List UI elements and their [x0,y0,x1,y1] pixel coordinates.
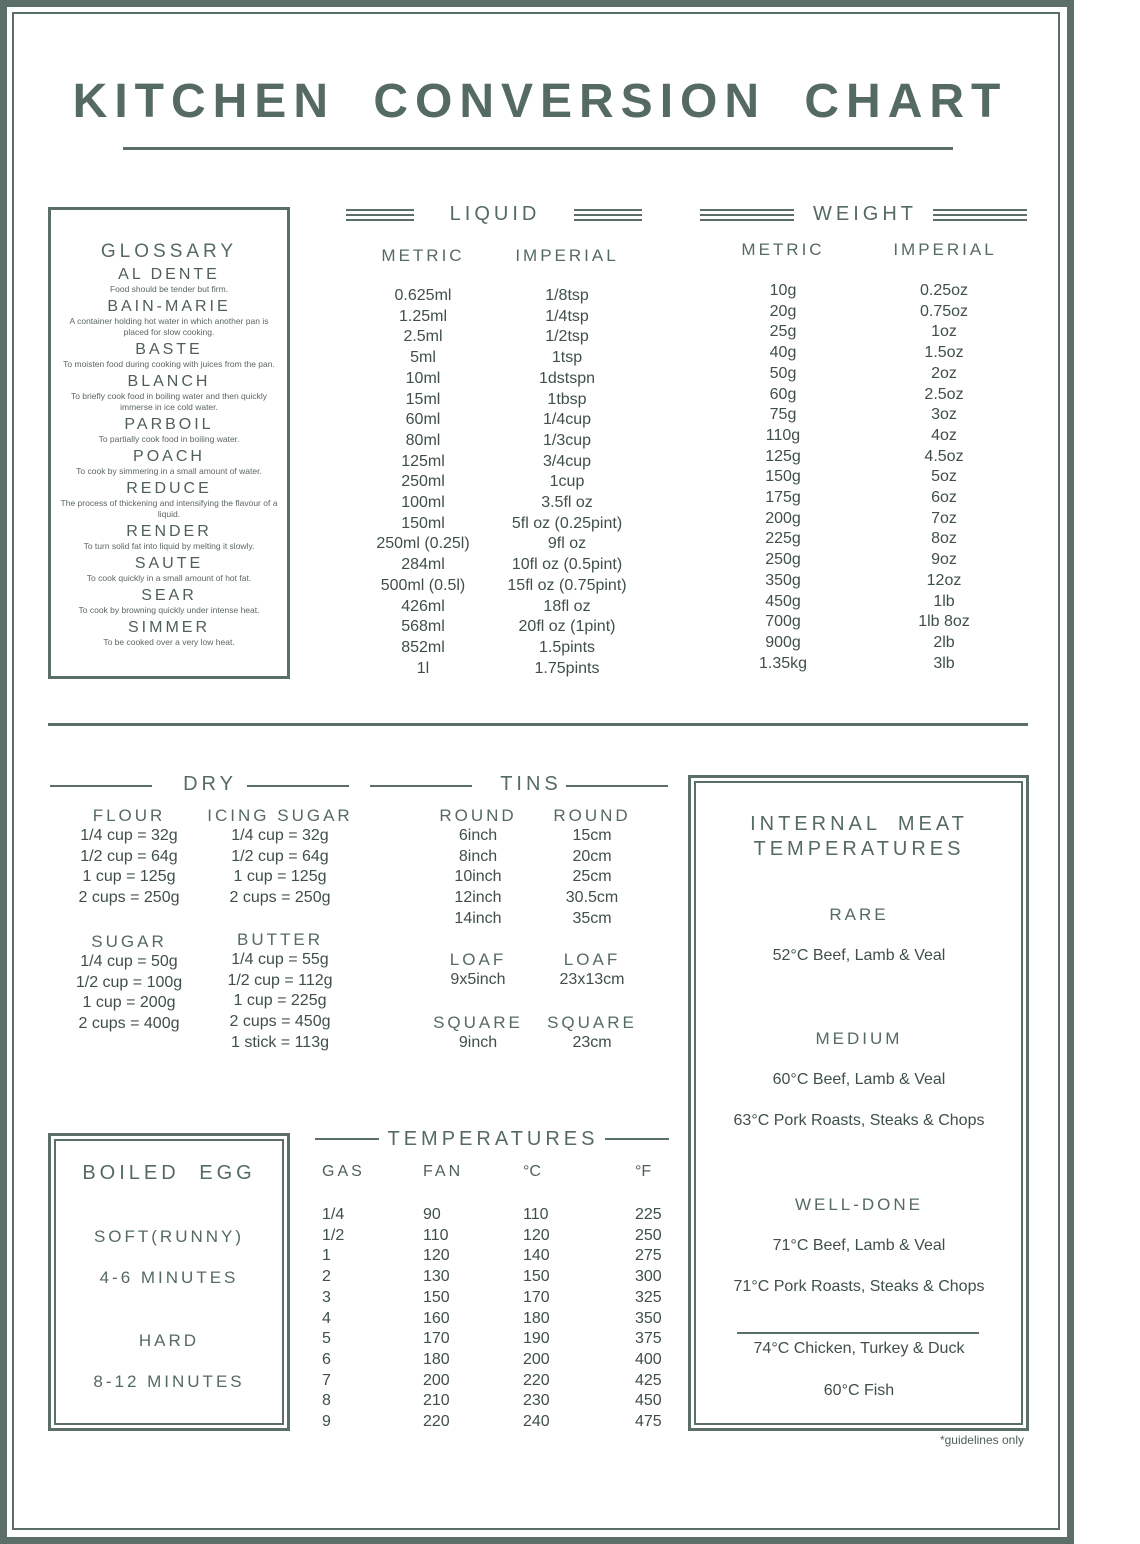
celsius-value: 170 [523,1288,550,1306]
weight-metric-value: 25g [769,323,797,341]
round-cm-row: 15cm [572,827,612,844]
sugar-label: SUGAR [91,932,167,951]
tins-square-inch [418,1013,538,1054]
hard-label: HARD [138,1331,200,1350]
loaf-label-left: LOAF [449,950,507,969]
fish-temperature: 60°C Fish [823,1382,895,1399]
liquid-imperial-value: 3/4cup [542,452,592,470]
glossary-definition: Food should be tender but firm. [109,284,229,294]
glossary-term: BAIN-MARIE [107,298,231,315]
gas-header: GAS [322,1163,365,1180]
liquid-rule-right [574,209,642,223]
fan-value: 200 [423,1371,450,1389]
welldone-pork: 71°C Pork Roasts, Steaks & Chops [733,1278,985,1295]
round-cm-row: 35cm [572,909,612,927]
liquid-imperial-value: 1cup [549,473,585,491]
rare-beef-lamb-veal: 52°C Beef, Lamb & Veal [772,947,946,964]
fahrenheit-value: 350 [635,1309,662,1327]
glossary-definition: To briefly cook food in boiling water and then quickly immerse in ice cold water. [70,391,268,412]
medium-pork: 63°C Pork Roasts, Steaks & Chops [733,1112,985,1129]
meat-heading-line-2: TEMPERATURES [753,838,965,860]
weight-imperial-value: 1lb [933,592,955,610]
dry-rule-left [50,785,152,787]
liquid-imperial-value: 1.75pints [534,659,600,677]
square-label-left: SQUARE [433,1013,523,1032]
weight-imperial-value: 1.5oz [924,344,964,362]
liquid-imperial-value: 5fl oz (0.25pint) [511,514,623,532]
butter-row: 2 cups = 450g [229,1013,331,1031]
liquid-metric-value: 1.25ml [398,307,448,325]
glossary-entry [54,341,284,370]
glossary-entry [54,373,284,413]
glossary-definition: A container holding hot water in which another pan is placed for slow cooking. [69,316,269,337]
glossary-term: BLANCH [127,373,211,390]
celsius-value: 190 [523,1330,550,1348]
dry-butter [205,930,355,1054]
soft-label: SOFT(RUNNY) [93,1227,245,1246]
liquid-imperial-value: 1.5pints [538,638,596,656]
icing-sugar-row: 2 cups = 250g [229,889,331,907]
fan-value: 210 [423,1392,450,1410]
meat-heading-line-1: INTERNAL MEAT [750,813,968,835]
gas-value: 4 [322,1309,331,1327]
fan-value: 180 [423,1350,450,1368]
fahrenheit-value: 400 [635,1350,662,1368]
butter-row: 1 stick = 113g [231,1033,329,1051]
temperatures-rule-left [315,1138,379,1140]
celsius-value: 110 [523,1206,549,1223]
tins-round-inch [418,806,538,930]
rare-label: RARE [829,905,889,924]
weight-imperial-value: 9oz [931,551,957,569]
liquid-imperial-value: 18fl oz [543,597,591,615]
fan-header: FAN [423,1163,464,1180]
round-inch-row: 8inch [458,847,498,865]
glossary-entry [54,523,284,552]
liquid-imperial-value: 1tbsp [547,390,587,408]
fahrenheit-value: 250 [635,1226,662,1244]
liquid-heading: LIQUID [449,203,541,225]
poultry-temperature: 74°C Chicken, Turkey & Duck [753,1340,965,1357]
flour-row: 1 cup = 125g [82,868,176,886]
welldone-label: WELL-DONE [794,1195,924,1214]
celsius-value: 220 [523,1371,550,1389]
medium-label: MEDIUM [815,1029,903,1048]
weight-imperial-value: 3oz [931,406,957,424]
weight-imperial-value: 1oz [931,323,957,341]
liquid-metric-value: 80ml [405,431,441,449]
glossary-term: RENDER [126,523,212,540]
liquid-metric-value: 568ml [401,618,445,636]
liquid-metric-column [353,286,493,679]
liquid-metric-value: 2.5ml [403,328,443,346]
glossary-heading: GLOSSARY [100,241,238,262]
round-label-left: ROUND [439,806,517,825]
liquid-imperial-header: IMPERIAL [515,246,619,265]
liquid-imperial-value: 1/2tsp [545,328,589,346]
gas-value: 1/2 [322,1226,345,1244]
weight-imperial-value: 2oz [931,364,957,382]
glossary-definition: The process of thickening and intensifying the flavour of a liquid. [60,498,278,519]
glossary-definition: To cook by simmering in a small amount of water. [76,466,262,476]
meat-heading [700,812,1018,862]
tins-heading: TINS [500,773,562,795]
weight-metric-value: 20g [769,302,797,320]
liquid-imperial-value: 20fl oz (1pint) [518,618,616,636]
fahrenheit-value: 475 [635,1413,662,1431]
flour-row: 1/4 cup = 32g [80,827,178,844]
sugar-rows [59,952,199,1035]
dry-flour [59,806,199,909]
weight-imperial-value: 3lb [933,654,955,672]
icing-sugar-row: 1 cup = 125g [233,868,327,886]
glossary-entry [54,555,284,584]
glossary-list [54,266,284,648]
liquid-metric-value: 284ml [401,556,445,574]
glossary-definition: To cook by browning quickly under intense heat. [78,605,260,615]
weight-metric-column [723,281,843,674]
weight-imperial-value: 5oz [931,468,957,486]
celsius-value: 200 [523,1350,550,1368]
flour-label: FLOUR [92,806,166,825]
sugar-row: 1/4 cup = 50g [80,953,178,970]
dry-icing-sugar [205,806,355,909]
gas-value: 8 [322,1392,331,1410]
weight-metric-value: 150g [765,468,801,486]
icing-sugar-rows [205,826,355,909]
weight-imperial-column [884,281,1004,674]
liquid-imperial-value: 15fl oz (0.75pint) [507,576,627,594]
liquid-metric-value: 250ml (0.25l) [376,535,470,553]
round-inch-row: 12inch [454,889,502,907]
temperatures-heading: TEMPERATURES [387,1128,599,1150]
liquid-metric-value: 426ml [401,597,445,615]
weight-imperial-value: 4oz [931,426,957,444]
icing-sugar-row: 1/2 cup = 64g [231,847,329,865]
fahrenheit-header: °F [635,1163,652,1180]
glossary-term: PARBOIL [124,416,214,433]
liquid-metric-header: METRIC [381,246,465,265]
weight-imperial-value: 0.25oz [919,282,969,299]
weight-imperial-header: IMPERIAL [893,240,997,259]
weight-rule-left [700,209,794,223]
glossary-entry [54,416,284,445]
tins-rule-left [370,785,472,787]
meat-divider [737,1332,979,1334]
weight-imperial-value: 1lb 8oz [918,613,970,631]
liquid-metric-value: 100ml [401,494,445,512]
gas-value: 3 [322,1288,331,1306]
liquid-rule-left [346,209,414,223]
fahrenheit-value: 450 [635,1392,662,1410]
glossary-term: BASTE [135,341,203,358]
glossary-entry [54,587,284,616]
gas-value: 7 [322,1371,331,1389]
fan-value: 90 [423,1206,441,1223]
liquid-metric-value: 15ml [405,390,441,408]
liquid-metric-value: 852ml [401,638,445,656]
glossary-entry [54,619,284,648]
dry-rule-right [247,785,349,787]
medium-beef-lamb-veal: 60°C Beef, Lamb & Veal [772,1071,946,1088]
gas-value: 1/4 [322,1206,345,1223]
fan-value: 130 [423,1268,450,1286]
flour-rows [59,826,199,909]
hard-time: 8-12 MINUTES [93,1372,245,1391]
butter-row: 1 cup = 225g [233,992,327,1010]
liquid-imperial-value: 1/3cup [542,431,592,449]
gas-value: 2 [322,1268,331,1286]
glossary-term: REDUCE [126,480,212,497]
celsius-value: 180 [523,1309,550,1327]
round-label-right: ROUND [553,806,631,825]
glossary-entry [54,480,284,520]
weight-metric-value: 10g [769,282,797,299]
liquid-metric-value: 150ml [401,514,445,532]
weight-imperial-value: 6oz [931,489,957,507]
glossary-term: AL DENTE [118,266,220,283]
liquid-metric-value: 10ml [405,369,441,387]
weight-metric-header: METRIC [741,240,825,259]
celsius-value: 120 [523,1226,550,1244]
liquid-imperial-value: 9fl oz [547,535,587,553]
gas-value: 6 [322,1350,331,1368]
weight-metric-value: 60g [769,385,797,403]
glossary-entry [54,448,284,477]
tins-square-cm [532,1013,652,1054]
weight-metric-value: 450g [765,592,801,610]
weight-metric-value: 110g [765,426,801,444]
weight-rule-right [933,209,1027,223]
liquid-metric-value: 1l [416,659,430,677]
weight-metric-value: 350g [765,571,801,589]
weight-imperial-value: 2.5oz [924,385,964,403]
glossary-term: SAUTE [134,555,204,572]
weight-metric-value: 225g [765,530,801,548]
glossary-definition: To turn solid fat into liquid by melting it slowly. [83,541,255,551]
loaf-cm-value: 23x13cm [559,971,625,988]
celsius-value: 240 [523,1413,550,1431]
boiled-egg-heading: BOILED EGG [82,1162,256,1184]
liquid-metric-value: 0.625ml [394,287,452,304]
liquid-metric-value: 250ml [401,473,445,491]
dry-sugar [59,932,199,1035]
fan-value: 220 [423,1413,450,1431]
round-inch-row: 10inch [454,868,502,886]
weight-metric-value: 700g [765,613,801,631]
glossary-box [48,207,290,679]
weight-imperial-value: 2lb [933,633,955,651]
dry-heading: DRY [183,773,237,795]
butter-label: BUTTER [237,930,323,949]
gas-value: 1 [322,1247,331,1265]
celsius-column [523,1205,583,1433]
weight-imperial-value: 7oz [931,509,957,527]
liquid-imperial-column [497,286,637,679]
round-inch-rows [418,826,538,930]
liquid-imperial-value: 1dstspn [538,369,596,387]
weight-metric-value: 50g [769,364,797,382]
soft-time: 4-6 MINUTES [99,1268,239,1287]
round-inch-row: 14inch [454,909,502,927]
celsius-header: °C [523,1163,541,1180]
weight-imperial-value: 8oz [931,530,957,548]
glossary-definition: To be cooked over a very low heat. [103,637,235,647]
weight-metric-value: 1.35kg [758,654,808,672]
glossary-definition: To cook quickly in a small amount of hot fat. [86,573,252,583]
square-label-right: SQUARE [547,1013,637,1032]
weight-imperial-value: 12oz [926,571,962,589]
butter-rows [205,950,355,1054]
round-inch-row: 6inch [458,827,498,844]
fan-value: 150 [423,1288,450,1306]
icing-sugar-row: 1/4 cup = 32g [231,827,329,844]
round-cm-row: 25cm [572,868,612,886]
fan-column [423,1205,483,1433]
weight-metric-value: 40g [769,344,797,362]
liquid-imperial-value: 10fl oz (0.5pint) [511,556,623,574]
glossary-definition: To partially cook food in boiling water. [98,434,240,444]
liquid-metric-value: 125ml [401,452,445,470]
sugar-row: 1/2 cup = 100g [75,973,183,991]
page-title: KITCHEN CONVERSION CHART [72,75,1008,128]
liquid-imperial-value: 1/4tsp [545,307,589,325]
flour-row: 2 cups = 250g [78,889,180,907]
tins-round-cm [532,806,652,930]
weight-metric-value: 900g [765,633,801,651]
footnote: *guidelines only [939,1433,1024,1447]
glossary-definition: To moisten food during cooking with juices from the pan. [63,359,275,369]
liquid-imperial-value: 1tsp [551,349,583,367]
weight-heading: WEIGHT [813,203,917,225]
liquid-imperial-value: 1/4cup [542,411,592,429]
fahrenheit-value: 300 [635,1268,662,1286]
glossary-entry [54,266,284,295]
flour-row: 1/2 cup = 64g [80,847,178,865]
loaf-label-right: LOAF [563,950,621,969]
weight-metric-value: 175g [765,489,801,507]
liquid-metric-value: 500ml (0.5l) [380,576,466,594]
round-cm-row: 20cm [572,847,612,865]
weight-metric-value: 125g [765,447,801,465]
gas-value: 5 [322,1330,331,1348]
square-cm-value: 23cm [572,1034,612,1051]
gas-value: 9 [322,1413,331,1431]
temperatures-rule-right [605,1138,669,1140]
sugar-row: 1 cup = 200g [82,994,176,1012]
icing-sugar-label: ICING SUGAR [207,806,353,825]
glossary-entry [54,298,284,338]
weight-metric-value: 75g [769,406,797,424]
loaf-inch-value: 9x5inch [450,971,506,988]
tins-loaf-cm [532,950,652,991]
fahrenheit-value: 325 [635,1288,662,1306]
tins-rule-right [566,785,668,787]
liquid-metric-value: 5ml [410,349,436,367]
liquid-imperial-value: 1/8tsp [545,287,589,304]
tins-loaf-inch [418,950,538,991]
fan-value: 170 [423,1330,450,1348]
liquid-metric-value: 60ml [405,411,441,429]
sugar-row: 2 cups = 400g [78,1015,180,1033]
weight-imperial-value: 0.75oz [919,302,969,320]
round-cm-row: 30.5cm [565,889,619,907]
fan-value: 110 [423,1226,449,1244]
celsius-value: 140 [523,1247,550,1265]
glossary-term: POACH [133,448,205,465]
section-divider [48,723,1028,726]
square-inch-value: 9inch [458,1034,498,1051]
celsius-value: 150 [523,1268,550,1286]
welldone-beef-lamb-veal: 71°C Beef, Lamb & Veal [772,1237,946,1254]
butter-row: 1/2 cup = 112g [227,971,333,989]
liquid-imperial-value: 3.5fl oz [541,494,593,512]
fahrenheit-value: 375 [635,1330,662,1348]
celsius-value: 230 [523,1392,550,1410]
title-underline [123,147,953,150]
butter-row: 1/4 cup = 55g [231,951,329,968]
fahrenheit-column [635,1205,695,1433]
fan-value: 160 [423,1309,450,1327]
gas-column [322,1205,382,1433]
round-cm-rows [532,826,652,930]
fahrenheit-value: 275 [635,1247,662,1265]
fan-value: 120 [423,1247,450,1265]
fahrenheit-value: 425 [635,1371,662,1389]
glossary-term: SEAR [141,587,197,604]
weight-metric-value: 200g [765,509,801,527]
weight-metric-value: 250g [765,551,801,569]
glossary-term: SIMMER [128,619,210,636]
fahrenheit-value: 225 [635,1206,662,1223]
weight-imperial-value: 4.5oz [924,447,964,465]
